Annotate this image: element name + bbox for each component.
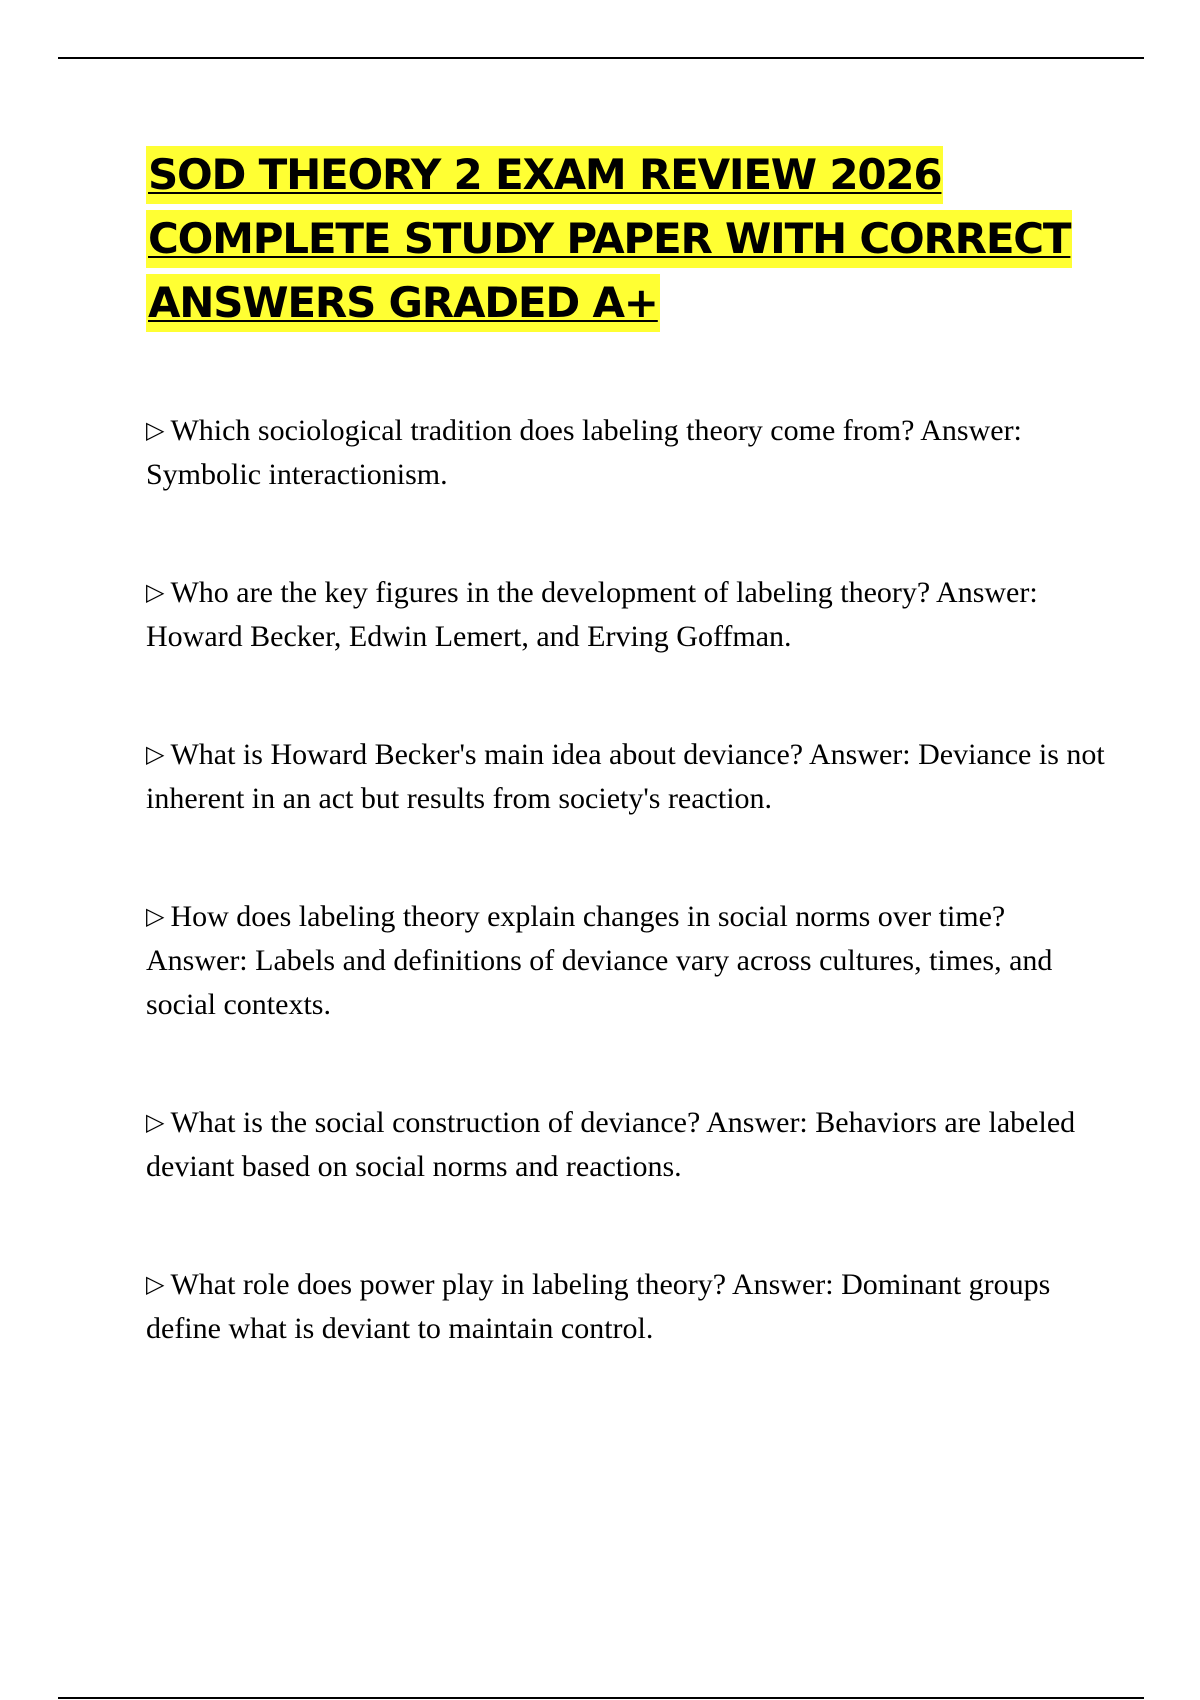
- title-line-2: COMPLETE STUDY PAPER WITH CORRECT: [146, 210, 1072, 268]
- title-line-1: SOD THEORY 2 EXAM REVIEW 2026: [146, 146, 943, 204]
- qa-text: What role does power play in labeling theory? Answer: Dominant groups define what is deviant to maintain control.: [146, 1268, 1051, 1345]
- qa-text: What is the social construction of deviance? Answer: Behaviors are labeled deviant based on social norms and reactions.: [146, 1106, 1076, 1183]
- triangle-bullet-icon: ▷: [146, 740, 165, 768]
- qa-text: What is Howard Becker's main idea about deviance? Answer: Deviance is not inherent in an act but results from society's reaction.: [146, 738, 1105, 815]
- triangle-bullet-icon: ▷: [146, 578, 165, 606]
- qa-item: [146, 1262, 1106, 1351]
- qa-item: [146, 408, 1106, 497]
- qa-text: Who are the key figures in the development of labeling theory? Answer: Howard Becker, Edwin Lemert, and Erving Goffman.: [146, 576, 1038, 653]
- qa-item: [146, 894, 1106, 1027]
- qa-item: [146, 1100, 1106, 1189]
- document-title: [146, 146, 1106, 338]
- qa-item: [146, 732, 1106, 821]
- qa-item: [146, 570, 1106, 659]
- triangle-bullet-icon: ▷: [146, 1270, 165, 1298]
- triangle-bullet-icon: ▷: [146, 416, 165, 444]
- qa-text: Which sociological tradition does labeling theory come from? Answer: Symbolic interactionism.: [146, 414, 1022, 491]
- triangle-bullet-icon: ▷: [146, 902, 165, 930]
- top-rule: [58, 57, 1144, 59]
- bottom-rule: [58, 1697, 1144, 1699]
- title-line-3: ANSWERS GRADED A+: [146, 274, 660, 332]
- triangle-bullet-icon: ▷: [146, 1108, 165, 1136]
- qa-text: How does labeling theory explain changes in social norms over time? Answer: Labels and definitions of deviance vary across cultures, times, and social contexts.: [146, 900, 1053, 1021]
